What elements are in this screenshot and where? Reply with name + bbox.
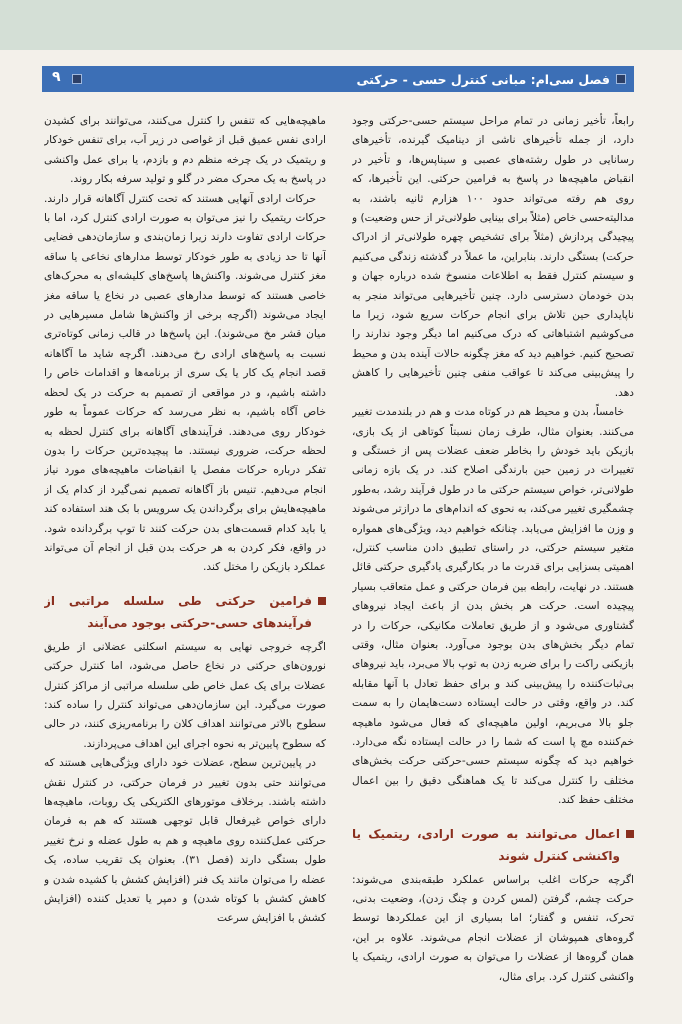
page-number: ۹ — [52, 69, 61, 85]
heading-bullet-icon — [626, 830, 634, 838]
paragraph-left-1: ماهیچه‌هایی که تنفس را کنترل می‌کنند، می‌توانند برای کشیدن ارادی نفس عمیق قبل از غواصی در زیر آب، برای تنفس خودکار و ریتمیک در یک چرخه منظم دم و بازدم، یا برای عمل واکنشی در پاسخ به یک محرک مضر در گلو و تولید سرفه بکار روند. — [44, 115, 326, 186]
section-heading-right — [352, 823, 634, 867]
chapter-header-bar — [42, 66, 634, 92]
paragraph-right-2: خامساً، بدن و محیط هم در کوتاه مدت و هم در بلندمدت تغییر می‌کنند. بعنوان مثال، طرف زمان نسبتاً کوتاهی از یک بازی، بازیکن باید خودش را بخاطر ضعف عضلات پس از خستگی و تغییرات در زمین حین بارندگی اصلاح کند. در یک بازه زمانی طولانی‌تر، خواص سیستم حرکتی ما در طول فرآیند رشد، به‌طور چشمگیری تغییر می‌کند، به نحوی که اندام‌های ما درازتر می‌شوند و وزن ما افزایش می‌یابد. چنانکه خواهیم دید، ویژگی‌های همواره متغیر سیستم حرکتی، در راستای تطبیق دادن مناسب کنترل، اهمیتی بسزایی برای قدرت ما در بکارگیری یادگیری حرکتی قائل هستند. در نهایت، رابطه بین فرمان حرکتی و عمل متعاقب بسیار پیچیده است. حرکت هر بخش بدن از باعث ایجاد نیروهای گشتاوری می‌شود و از طریق تعاملات مکانیکی، حرکات را در تمام دیگر بخش‌های بدن بوجود می‌آورد. بعنوان مثال، وقتی بازیکنی راکت را برای ضربه زدن به توپ بالا می‌برد، باید نیروهای بی‌ثبات‌کننده را پیش‌بینی کند و برای حفظ تعادل با آنها مقابله کند. در واقع، وقتی در حالت ایستاده دست‌هایمان را به سمت جلو بالا می‌بریم، اولین ماهیچه‌ای که فعال می‌شود ماهیچه خم‌کننده مچ پا است که شما را در حالت ایستاده نگه می‌دارد. خواهیم دید که چگونه سیستم حسی-حرکتی حرکت بخش‌های مختلف را کنترل می‌کند تا یک هماهنگی دقیق را بین اعمال مختلف حفظ کند. — [352, 406, 634, 807]
paragraph-left-3: اگرچه خروجی نهایی به سیستم اسکلتی عضلانی از طریق نورون‌های حرکتی در نخاع حاصل می‌شود، اما کنترل حرکتی عضلات برای یک عمل خاص طی سلسله مراتبی از مراکز کنترل صورت می‌گیرد. این سازمان‌دهی می‌تواند کنترل را ساده کند: سطوح بالاتر می‌توانند اهداف کلان را برنامه‌ریزی کنند، در حالی که سطوح پایین‌تر به نحوه اجرای این اهداف می‌پردازند. — [44, 640, 326, 750]
paragraph-right-3: اگرچه حرکات اغلب براساس عملکرد طبقه‌بندی می‌شوند: حرکت چشم، گرفتن (لمس کردن و چنگ زدن)، وضعیت بدنی، تحرک، تنفس و گفتار؛ اما بسیاری از این عملکردها توسط گروه‌های همپوشان از عضلات انجام می‌شوند. علاوه بر این، همان گروه‌ها از عضلات را می‌توان به صورت ارادی، ریتمیک یا واکنشی کنترل کرد. برای مثال، — [352, 873, 634, 983]
header-square-icon-left — [72, 74, 82, 84]
left-column — [44, 112, 326, 1002]
section-heading-right-text: اعمال می‌توانند به صورت ارادی، ریتمیک یا واکنشی کنترل شوند — [352, 826, 620, 863]
right-column — [352, 112, 634, 1002]
paragraph-left-4: در پایین‌ترین سطح، عضلات خود دارای ویژگی‌هایی هستند که می‌توانند حتی بدون تغییر در فرمان حرکتی، در کنترل نقش داشته باشند. برخلاف موتورهای الکتریکی یک روبات، ماهیچه‌ها دارای خواص غیرفعال قابل توجهی هستند که هم به فرمان حرکتی عمل‌کننده روی ماهیچه و هم به طول عضله و نرخ تغییر طول بستگی دارند (فصل ۳۱). بعنوان یک تقریب ساده، یک عضله را می‌توان مانند یک فنر (افزایش کشش با کشیده شدن و کاهش کشش با کوتاه شدن) و دمپر یا تعدیل کننده (افزایش کشش با افزایش سرعت — [44, 757, 326, 925]
paragraph-left-2: حرکات ارادی آنهایی هستند که تحت کنترل آگاهانه قرار دارند. حرکات ریتمیک را نیز می‌توان به صورت ارادی کنترل کرد، اما با حرکات ارادی تفاوت دارند زیرا زمان‌بندی و سازمان‌دهی فضایی آنها تا حد زیادی به طور خودکار توسط مدارهای نخاعی یا ساقه مغز کنترل می‌شوند. واکنش‌ها پاسخ‌های کلیشه‌ای به محرک‌های خاصی هستند که توسط مدارهای عصبی در نخاع یا ساقه مغز ایجاد می‌شوند (اگرچه برخی از واکنش‌ها شامل مسیرهایی در میان قشر مخ می‌شوند). این پاسخ‌ها در قالب زمانی کوتاه‌تری نسبت به پاسخ‌های ارادی رخ می‌دهند. اگرچه شاید ما آگاهانه قصد انجام یک کار یا یک سری از برنامه‌ها و اقدامات خاص را داشته باشیم، و در مواقعی از تصمیم به حرکت در یک لحظه خاص آگاه باشیم، به نظر می‌رسد که حرکات عموماً به طور خودکار روی می‌دهند. فرآیندهای آگاهانه برای کنترل لحظه به لحظه حرکت، ضروری نیستند. ما پیچیده‌ترین حرکات را بدون تفکر درباره حرکات مفصل یا انقباضات ماهیچه‌های مورد نیاز انجام می‌دهیم. تنیس باز آگاهانه تصمیم نمی‌گیرد از کدام یک از ماهیچه‌هایش برای برگرداندن یک سرویس با بک هند استفاده کند یا باید کدام قسمت‌های بدن حرکت کنند تا توپ برگردانده شود. در واقع، فکر کردن به هر حرکت بدن قبل از انجام آن می‌تواند عملکرد بازیکن را مختل کند. — [44, 192, 326, 574]
book-page — [0, 50, 682, 1024]
chapter-title: فصل سی‌ام: مبانی کنترل حسی - حرکتی — [356, 71, 610, 87]
paragraph-right-1: رابعاً، تأخیر زمانی در تمام مراحل سیستم حسی-حرکتی وجود دارد، از جمله تأخیرهای ناشی از دینامیک گیرنده، تأخیرهای رسانایی در طول رشته‌های عصبی و سیناپس‌ها، و تأخیر در انقباض ماهیچه‌ها در پاسخ به فرامین حرکتی. این تأخیرها، که روی هم رفته می‌تواند حدود ۱۰۰ هزارم ثانیه باشند، به مدالیته‌حسی خاص (مثلاً برای بینایی طولانی‌تر از حس وضعیت) و پیچیدگی پردازش (مثلاً برای تشخیص چهره طولانی‌تر از ادراک حرکت) بستگی دارند. بنابراین، ما عملاً در گذشته زندگی می‌کنیم و سیستم کنترل فقط به اطلاعات منسوخ شده درباره جهان و بدن خودمان دسترسی دارد. چنین تأخیرهایی می‌تواند منجر به ناپایداری حین تلاش برای انجام حرکات سریع شود، زیرا ما می‌کوشیم اشتباهاتی که درک می‌کنیم اما دیگر وجود ندارند را تصحیح کنیم. خواهیم دید که مغز چگونه حالات آینده بدن و محیط را پیش‌بینی می‌کند تا عواقب منفی چنین تأخیرهایی را کاهش دهد. — [352, 115, 634, 399]
heading-bullet-icon — [318, 597, 326, 605]
header-square-icon — [616, 74, 626, 84]
section-heading-left — [44, 590, 326, 634]
top-band — [0, 0, 682, 52]
section-heading-left-text: فرامین حرکتی طی سلسله مراتبی از فرآیندهای حسی-حرکتی بوجود می‌آیند — [44, 593, 312, 630]
